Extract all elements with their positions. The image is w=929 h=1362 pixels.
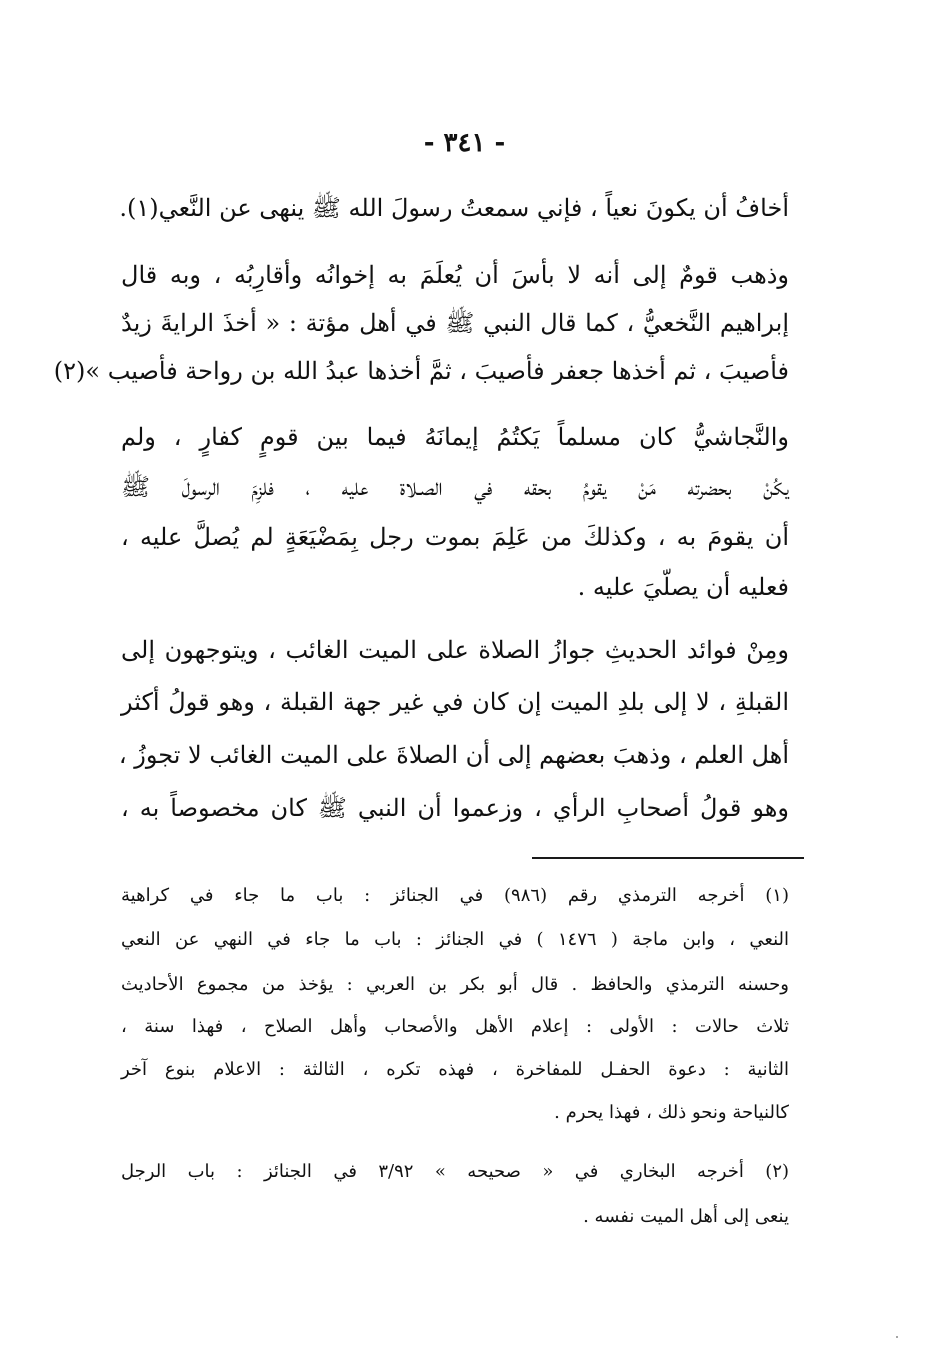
footnote-line-1: (١) أخرجه الترمذي رقم (٩٨٦) في الجنائز : باب ما جاء في كراهية (121, 885, 789, 906)
body-line-7: أن يقومَ به ، وكذلكَ من عَلِمَ بموت رجل بِمَضْيَعَةٍ لم يُصلَّ عليه ، (121, 523, 789, 551)
body-line-9: ومِنْ فوائد الحديثِ جوازُ الصلاة على الميت الغائب ، ويتوجهون إلى (121, 636, 789, 664)
body-line-11: أهل العلم ، وذهبَ بعضهم إلى أن الصلاةَ على الميت الغائب لا تجوزُ ، (118, 741, 789, 769)
body-line-1: أخافُ أن يكونَ نعياً ، فإني سمعتُ رسولَ الله ﷺ ينهى عن النَّعي(١). (119, 194, 789, 222)
body-line-12: وهو قولُ أصحابِ الرأي ، وزعموا أن النبي ﷺ كان مخصوصاً به ، (121, 794, 789, 822)
footnote-line-2: النعي ، وابن ماجة ( ١٤٧٦ ) في الجنائز : باب ما جاء في النهي عن النعي (121, 929, 789, 950)
body-line-5: والنَّجاشيُّ كان مسلماً يَكتُمُ إيمانَهُ فيما بين قومٍ كفارٍ ، ولم (121, 423, 789, 451)
footnote-line-4: ثلاث حالات : الأولى : إعلام الأهل والأصحاب وأهل الصلاح ، فهذا سنة ، (121, 1016, 789, 1037)
footnote-separator (532, 857, 804, 859)
body-line-2: وذهب قومٌ إلى أنه لا بأسَ أن يُعلَمَ به إخوانُه وأقارِبُه ، وبه قال (121, 261, 789, 289)
footnote-line-7: (٢) أخرجه البخاري في « صحيحه » ٣/٩٢ في الجنائز : باب الرجل (121, 1161, 790, 1182)
scan-speck (896, 1336, 898, 1338)
body-line-8: فعليه أن يصلّيَ عليه . (577, 573, 789, 601)
page-number: - ٣٤١ - (423, 128, 506, 158)
body-line-3: إبراهيم النَّخعيُّ ، كما قال النبي ﷺ في أهل مؤتة : « أخذَ الرايةَ زيدٌ (121, 309, 789, 337)
body-line-6: يكُنْ بحضرته مَنْ يقومُ بحقه في الصـلاة عليه ، فلزِمَ الرسولَ ﷺ (121, 473, 790, 501)
body-line-4: فأصيبَ ، ثم أخذها جعفر فأصيبَ ، ثمَّ أخذها عبدُ الله بن رواحة فأصيب »(٢) (53, 357, 789, 385)
footnote-line-3: وحسنه الترمذي والحافظ . قال أبو بكر بن العربي : يؤخذ من مجموع الأحاديث (121, 974, 789, 995)
footnote-line-8: ينعى إلى أهل الميت نفسه . (583, 1206, 789, 1227)
footnote-line-6: كالنياحة ونحو ذلك ، فهذا يحرم . (554, 1102, 789, 1123)
footnote-line-5: الثانية : دعوة الحفـل للمفاخرة ، فهذه تكره ، الثالثة : الاعلام بنوع آخر (121, 1059, 789, 1080)
body-line-10: القبلةِ ، لا إلى بلدِ الميت إن كان في غير جهة القبلة ، وهو قولُ أكثر (121, 688, 789, 716)
